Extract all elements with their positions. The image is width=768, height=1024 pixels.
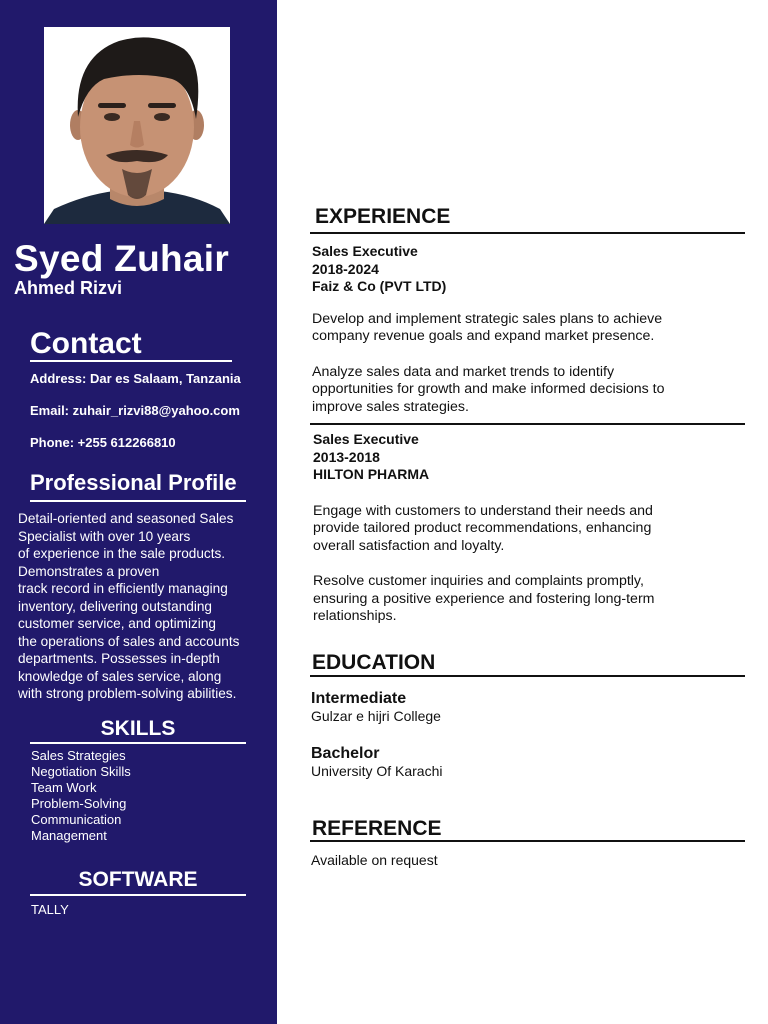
skill-item: Communication [31, 812, 122, 827]
job-description-line: Engage with customers to understand their needs and [313, 502, 653, 519]
profile-line: the operations of sales and accounts [18, 633, 240, 649]
skills-list [31, 748, 131, 844]
skill-item: Management [31, 828, 107, 843]
profile-line: of experience in the sale products. [18, 546, 226, 561]
job-company: Faiz & Co (PVT LTD) [312, 278, 447, 294]
profile-line: departments. Possesses in-depth [18, 651, 220, 666]
contact-divider [30, 360, 232, 362]
skill-item: Team Work [31, 780, 97, 795]
profile-line: Detail-oriented and seasoned Sales [18, 511, 234, 526]
job-title: Sales Executive [312, 243, 418, 259]
education-entry [311, 689, 441, 725]
job-entry [312, 243, 732, 416]
skills-divider [30, 742, 246, 744]
job-description-line: improve sales strategies. [312, 398, 469, 415]
reference-text: Available on request [311, 852, 438, 868]
software-list [31, 902, 69, 918]
profile-line: with strong problem-solving abilities. [18, 686, 237, 701]
job-description-line: Develop and implement strategic sales plans to achieve [312, 310, 663, 327]
experience-divider [310, 232, 745, 234]
job-years: 2018-2024 [312, 260, 379, 277]
job-title: Sales Executive [313, 431, 419, 447]
job-years: 2013-2018 [313, 448, 380, 465]
education-level: Intermediate [311, 690, 407, 707]
profile-line: track record in efficiently managing [18, 581, 228, 596]
job-description-line: Resolve customer inquiries and complaints promptly, [313, 573, 644, 589]
software-item: TALLY [31, 902, 69, 917]
job-meta [312, 243, 732, 296]
profile-line: customer service, and optimizing [18, 616, 216, 631]
job-description-line: relationships. [313, 608, 397, 624]
candidate-name: Syed Zuhair [14, 238, 230, 279]
education-level: Bachelor [311, 745, 380, 762]
reference-heading: REFERENCE [312, 817, 442, 840]
job-description [312, 311, 732, 346]
sidebar [0, 0, 277, 1024]
software-heading: SOFTWARE [78, 868, 198, 891]
skill-item: Sales Strategies [31, 748, 126, 763]
job-description-line: opportunities for growth and make informed decisions to [312, 381, 665, 397]
software-divider [30, 894, 246, 896]
contact-address: Address: Dar es Salaam, Tanzania [30, 371, 241, 386]
profile-line: inventory, delivering outstanding [18, 598, 212, 614]
education-school: University Of Karachi [311, 763, 443, 779]
education-heading: EDUCATION [312, 651, 436, 674]
contact-heading: Contact [30, 327, 142, 360]
job-divider [310, 423, 745, 425]
job-description-line: overall satisfaction and loyalty. [313, 537, 505, 554]
skills-heading: SKILLS [100, 717, 176, 740]
job-description [313, 573, 733, 626]
education-entry [311, 744, 442, 780]
education-divider [310, 675, 745, 677]
job-description [312, 364, 732, 417]
profile-summary [18, 510, 273, 703]
profile-heading: Professional Profile [30, 470, 237, 495]
job-entry [313, 431, 733, 626]
skill-item: Problem-Solving [31, 796, 127, 811]
job-description-line: Analyze sales data and market trends to identify [312, 363, 615, 380]
person-portrait-icon [44, 27, 230, 224]
contact-email: Email: zuhair_rizvi88@yahoo.com [30, 403, 240, 418]
education-school: Gulzar e hijri College [311, 708, 441, 724]
experience-heading: EXPERIENCE [315, 205, 451, 228]
candidate-subname: Ahmed Rizvi [14, 278, 123, 298]
job-description-line: provide tailored product recommendations, enhancing [313, 520, 652, 536]
job-meta [313, 431, 733, 484]
profile-line: Demonstrates a proven [18, 563, 160, 579]
profile-line: Specialist with over 10 years [18, 528, 191, 544]
job-company: HILTON PHARMA [313, 466, 430, 482]
contact-phone: Phone: +255 612266810 [30, 435, 176, 450]
profile-photo [44, 27, 230, 224]
job-description-line: company revenue goals and expand market presence. [312, 328, 655, 344]
reference-divider [310, 840, 745, 842]
job-description [313, 503, 733, 556]
profile-divider [30, 500, 246, 502]
job-description-line: ensuring a positive experience and fostering long-term [313, 590, 655, 607]
profile-line: knowledge of sales service, along [18, 668, 222, 684]
skill-item: Negotiation Skills [31, 764, 131, 779]
